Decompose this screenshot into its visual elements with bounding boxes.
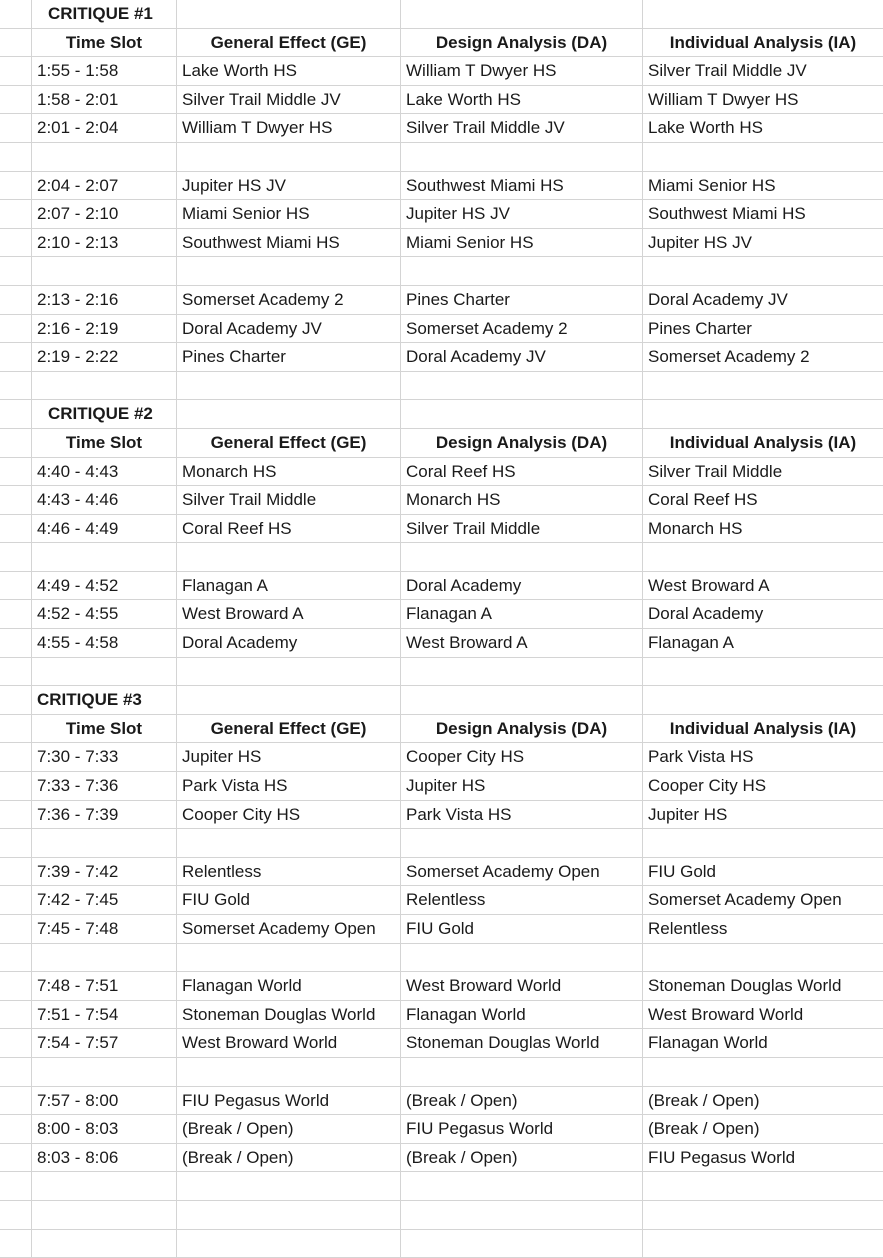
row-gutter — [0, 915, 32, 943]
time-slot-cell[interactable]: 2:16 - 2:19 — [32, 315, 177, 343]
row-gutter — [0, 200, 32, 228]
empty-cell[interactable] — [177, 543, 401, 571]
da-cell[interactable]: Flanagan A — [401, 600, 643, 628]
schedule-row — [0, 486, 883, 515]
row-gutter — [0, 286, 32, 314]
row-gutter — [0, 114, 32, 142]
ia-cell[interactable]: Pines Charter — [648, 318, 752, 338]
da-cell[interactable]: (Break / Open) — [401, 1144, 643, 1172]
schedule-row — [0, 200, 883, 229]
ge-cell[interactable]: Relentless — [177, 858, 401, 886]
row-gutter — [0, 86, 32, 114]
empty-cell[interactable] — [32, 658, 177, 686]
empty-cell[interactable] — [401, 543, 643, 571]
da-cell[interactable]: William T Dwyer HS — [401, 57, 643, 85]
ge-cell[interactable]: Park Vista HS — [177, 772, 401, 800]
row-gutter — [0, 1029, 32, 1057]
row-gutter — [0, 1172, 32, 1200]
empty-cell[interactable] — [643, 1201, 883, 1229]
schedule-row — [0, 1001, 883, 1030]
empty-cell[interactable] — [177, 372, 401, 400]
schedule-row — [0, 172, 883, 201]
empty-cell[interactable] — [32, 829, 177, 857]
empty-cell[interactable] — [643, 944, 883, 972]
row-gutter — [0, 858, 32, 886]
schedule-row — [0, 886, 883, 915]
empty-cell[interactable] — [32, 944, 177, 972]
row-gutter — [0, 429, 32, 457]
empty-cell[interactable] — [32, 143, 177, 171]
ge-cell[interactable]: Coral Reef HS — [177, 515, 401, 543]
header-time-slot[interactable]: Time Slot — [32, 429, 177, 457]
empty-cell[interactable] — [32, 1058, 177, 1086]
da-cell[interactable]: Lake Worth HS — [401, 86, 643, 114]
empty-cell[interactable] — [32, 543, 177, 571]
row-gutter — [0, 515, 32, 543]
ge-cell[interactable]: Southwest Miami HS — [177, 229, 401, 257]
empty-cell[interactable] — [401, 0, 643, 28]
row-gutter — [0, 229, 32, 257]
row-gutter — [0, 944, 32, 972]
section-title[interactable]: CRITIQUE #2 — [32, 400, 177, 428]
row-gutter — [0, 686, 32, 714]
empty-cell[interactable] — [32, 372, 177, 400]
empty-cell[interactable] — [643, 658, 883, 686]
ge-cell[interactable]: Lake Worth HS — [177, 57, 401, 85]
empty-cell[interactable] — [401, 658, 643, 686]
ia-cell[interactable]: Jupiter HS JV — [648, 232, 752, 252]
blank-row — [0, 944, 883, 973]
empty-cell[interactable] — [177, 400, 401, 428]
schedule-row — [0, 515, 883, 544]
ge-cell[interactable]: Flanagan World — [177, 972, 401, 1000]
time-slot-cell[interactable]: 7:36 - 7:39 — [32, 801, 177, 829]
time-slot-cell[interactable]: 1:55 - 1:58 — [32, 57, 177, 85]
da-cell[interactable]: Jupiter HS JV — [401, 200, 643, 228]
da-cell[interactable]: FIU Gold — [401, 915, 643, 943]
row-gutter — [0, 1144, 32, 1172]
ia-cell[interactable]: Stoneman Douglas World — [648, 976, 842, 996]
ia-cell[interactable]: William T Dwyer HS — [648, 89, 799, 109]
time-slot-cell[interactable]: 4:55 - 4:58 — [32, 629, 177, 657]
column-header-row — [0, 715, 883, 744]
time-slot-cell[interactable]: 7:45 - 7:48 — [32, 915, 177, 943]
da-cell[interactable]: West Broward World — [401, 972, 643, 1000]
ia-cell[interactable]: Monarch HS — [648, 518, 743, 538]
empty-cell[interactable] — [32, 257, 177, 285]
ge-cell[interactable]: (Break / Open) — [177, 1144, 401, 1172]
row-gutter — [0, 658, 32, 686]
blank-row — [0, 1201, 883, 1230]
empty-cell[interactable] — [643, 1172, 883, 1200]
empty-cell[interactable] — [177, 658, 401, 686]
empty-cell[interactable] — [401, 1201, 643, 1229]
time-slot-cell[interactable]: 7:57 - 8:00 — [32, 1087, 177, 1115]
row-gutter — [0, 372, 32, 400]
time-slot-cell[interactable]: 4:52 - 4:55 — [32, 600, 177, 628]
header-design-analysis[interactable]: Design Analysis (DA) — [401, 429, 643, 457]
time-slot-cell[interactable]: 7:51 - 7:54 — [32, 1001, 177, 1029]
row-gutter — [0, 715, 32, 743]
ia-cell[interactable]: Somerset Academy 2 — [648, 347, 810, 367]
empty-cell[interactable] — [643, 686, 883, 714]
ge-cell[interactable]: Miami Senior HS — [177, 200, 401, 228]
empty-cell[interactable] — [177, 143, 401, 171]
schedule-row — [0, 972, 883, 1001]
row-gutter — [0, 57, 32, 85]
ge-cell[interactable]: (Break / Open) — [177, 1115, 401, 1143]
ge-cell[interactable]: Somerset Academy 2 — [177, 286, 401, 314]
header-design-analysis[interactable]: Design Analysis (DA) — [401, 715, 643, 743]
ge-cell[interactable]: Somerset Academy Open — [177, 915, 401, 943]
empty-cell[interactable] — [177, 257, 401, 285]
header-general-effect[interactable]: General Effect (GE) — [177, 715, 401, 743]
time-slot-cell[interactable]: 7:48 - 7:51 — [32, 972, 177, 1000]
empty-cell[interactable] — [177, 1201, 401, 1229]
empty-cell[interactable] — [177, 944, 401, 972]
row-gutter — [0, 0, 32, 28]
time-slot-cell[interactable]: 2:01 - 2:04 — [32, 114, 177, 142]
column-header-row — [0, 429, 883, 458]
schedule-row — [0, 86, 883, 115]
empty-cell[interactable] — [643, 143, 883, 171]
empty-cell[interactable] — [401, 829, 643, 857]
ge-cell[interactable]: Monarch HS — [177, 458, 401, 486]
ia-cell[interactable]: Park Vista HS — [648, 747, 754, 767]
header-general-effect[interactable]: General Effect (GE) — [177, 429, 401, 457]
empty-cell[interactable] — [401, 257, 643, 285]
empty-cell[interactable] — [643, 400, 883, 428]
ge-cell[interactable]: Silver Trail Middle — [177, 486, 401, 514]
ia-cell[interactable]: West Broward A — [648, 575, 770, 595]
da-cell[interactable]: Monarch HS — [401, 486, 643, 514]
row-gutter — [0, 1001, 32, 1029]
ge-cell[interactable]: Silver Trail Middle JV — [177, 86, 401, 114]
time-slot-cell[interactable]: 8:00 - 8:03 — [32, 1115, 177, 1143]
ge-cell[interactable]: FIU Gold — [177, 886, 401, 914]
row-gutter — [0, 257, 32, 285]
ia-cell[interactable]: Silver Trail Middle JV — [648, 61, 807, 81]
ia-cell[interactable]: Flanagan A — [648, 633, 735, 653]
ia-cell[interactable]: Cooper City HS — [648, 776, 767, 796]
da-cell[interactable]: FIU Pegasus World — [401, 1115, 643, 1143]
blank-row — [0, 658, 883, 687]
time-slot-cell[interactable]: 8:03 - 8:06 — [32, 1144, 177, 1172]
header-individual-analysis[interactable]: Individual Analysis (IA) — [669, 32, 857, 52]
ge-cell[interactable]: Cooper City HS — [177, 801, 401, 829]
schedule-row — [0, 1087, 883, 1116]
schedule-row — [0, 343, 883, 372]
da-cell[interactable]: Miami Senior HS — [401, 229, 643, 257]
empty-cell[interactable] — [177, 829, 401, 857]
ge-cell[interactable]: West Broward A — [177, 600, 401, 628]
schedule-row — [0, 1029, 883, 1058]
row-gutter — [0, 886, 32, 914]
header-individual-analysis[interactable]: Individual Analysis (IA) — [669, 718, 857, 738]
blank-row — [0, 1058, 883, 1087]
header-design-analysis[interactable]: Design Analysis (DA) — [401, 29, 643, 57]
ge-cell[interactable]: Pines Charter — [177, 343, 401, 371]
row-gutter — [0, 172, 32, 200]
ia-cell[interactable]: Miami Senior HS — [648, 175, 776, 195]
schedule-row — [0, 286, 883, 315]
header-general-effect[interactable]: General Effect (GE) — [177, 29, 401, 57]
time-slot-cell[interactable]: 7:54 - 7:57 — [32, 1029, 177, 1057]
da-cell[interactable]: Coral Reef HS — [401, 458, 643, 486]
schedule-row — [0, 315, 883, 344]
ge-cell[interactable]: William T Dwyer HS — [177, 114, 401, 142]
schedule-row — [0, 915, 883, 944]
header-time-slot[interactable]: Time Slot — [32, 715, 177, 743]
row-gutter — [0, 1115, 32, 1143]
time-slot-cell[interactable]: 2:04 - 2:07 — [32, 172, 177, 200]
ia-cell[interactable]: Coral Reef HS — [648, 490, 758, 510]
empty-cell[interactable] — [177, 1172, 401, 1200]
row-gutter — [0, 1201, 32, 1229]
row-gutter — [0, 572, 32, 600]
da-cell[interactable]: Park Vista HS — [401, 801, 643, 829]
time-slot-cell[interactable]: 2:19 - 2:22 — [32, 343, 177, 371]
da-cell[interactable]: Stoneman Douglas World — [401, 1029, 643, 1057]
row-gutter — [0, 143, 32, 171]
row-gutter — [0, 600, 32, 628]
header-individual-analysis[interactable]: Individual Analysis (IA) — [669, 432, 857, 452]
ia-cell[interactable]: (Break / Open) — [648, 1119, 760, 1139]
ge-cell[interactable]: Stoneman Douglas World — [177, 1001, 401, 1029]
ia-cell[interactable]: Doral Academy JV — [648, 289, 788, 309]
ia-cell[interactable]: Jupiter HS — [648, 804, 728, 824]
ia-cell[interactable]: Silver Trail Middle — [648, 461, 783, 481]
blank-row — [0, 1172, 883, 1201]
ia-cell[interactable]: FIU Gold — [648, 861, 717, 881]
empty-cell[interactable] — [401, 143, 643, 171]
empty-cell[interactable] — [401, 400, 643, 428]
da-cell[interactable]: Jupiter HS — [401, 772, 643, 800]
da-cell[interactable]: Pines Charter — [401, 286, 643, 314]
blank-row — [0, 143, 883, 172]
time-slot-cell[interactable]: 7:30 - 7:33 — [32, 743, 177, 771]
section-title[interactable]: CRITIQUE #1 — [32, 0, 177, 28]
da-cell[interactable]: Somerset Academy 2 — [401, 315, 643, 343]
blank-row — [0, 1230, 883, 1258]
empty-cell[interactable] — [401, 944, 643, 972]
time-slot-cell[interactable]: 7:39 - 7:42 — [32, 858, 177, 886]
ia-cell[interactable]: Relentless — [648, 919, 728, 938]
empty-cell[interactable] — [32, 1172, 177, 1200]
ge-cell[interactable]: Flanagan A — [177, 572, 401, 600]
time-slot-cell[interactable]: 4:49 - 4:52 — [32, 572, 177, 600]
ge-cell[interactable]: Jupiter HS — [177, 743, 401, 771]
da-cell[interactable]: Flanagan World — [401, 1001, 643, 1029]
blank-row — [0, 372, 883, 401]
ge-cell[interactable]: Doral Academy — [177, 629, 401, 657]
schedule-row — [0, 600, 883, 629]
schedule-row — [0, 572, 883, 601]
time-slot-cell[interactable]: 1:58 - 2:01 — [32, 86, 177, 114]
empty-cell[interactable] — [401, 686, 643, 714]
time-slot-cell[interactable]: 2:07 - 2:10 — [32, 200, 177, 228]
empty-cell[interactable] — [401, 1058, 643, 1086]
da-cell[interactable]: West Broward A — [401, 629, 643, 657]
time-slot-cell[interactable]: 2:10 - 2:13 — [32, 229, 177, 257]
section-title-row — [0, 686, 883, 715]
empty-cell[interactable] — [643, 829, 883, 857]
row-gutter — [0, 772, 32, 800]
empty-cell[interactable] — [643, 1058, 883, 1086]
ia-cell[interactable]: FIU Pegasus World — [648, 1147, 796, 1167]
schedule-row — [0, 772, 883, 801]
blank-row — [0, 257, 883, 286]
row-gutter — [0, 315, 32, 343]
row-gutter — [0, 458, 32, 486]
da-cell[interactable]: Somerset Academy Open — [401, 858, 643, 886]
row-gutter — [0, 1058, 32, 1086]
ia-cell[interactable]: Somerset Academy Open — [648, 890, 842, 910]
header-time-slot[interactable]: Time Slot — [32, 29, 177, 57]
row-gutter — [0, 801, 32, 829]
empty-cell[interactable] — [643, 0, 883, 28]
row-gutter — [0, 486, 32, 514]
schedule-row — [0, 743, 883, 772]
ge-cell[interactable]: Jupiter HS JV — [177, 172, 401, 200]
empty-cell[interactable] — [177, 1058, 401, 1086]
time-slot-cell[interactable]: 4:40 - 4:43 — [32, 458, 177, 486]
schedule-row — [0, 1144, 883, 1173]
empty-cell[interactable] — [32, 1201, 177, 1229]
da-cell[interactable]: Relentless — [401, 886, 643, 914]
row-gutter — [0, 1087, 32, 1115]
row-gutter — [0, 743, 32, 771]
schedule-row — [0, 801, 883, 830]
da-cell[interactable]: Cooper City HS — [401, 743, 643, 771]
empty-cell[interactable] — [643, 257, 883, 285]
row-gutter — [0, 400, 32, 428]
ia-cell[interactable]: Lake Worth HS — [648, 118, 763, 138]
da-cell[interactable]: Southwest Miami HS — [401, 172, 643, 200]
ia-cell[interactable]: Southwest Miami HS — [648, 204, 806, 224]
da-cell[interactable]: Doral Academy JV — [401, 343, 643, 371]
time-slot-cell[interactable]: 7:42 - 7:45 — [32, 886, 177, 914]
row-gutter — [0, 829, 32, 857]
ia-cell[interactable]: Doral Academy — [648, 604, 764, 624]
ge-cell[interactable]: FIU Pegasus World — [177, 1087, 401, 1115]
schedule-row — [0, 629, 883, 658]
section-title-row — [0, 0, 883, 29]
column-header-row — [0, 29, 883, 58]
time-slot-cell[interactable]: 7:33 - 7:36 — [32, 772, 177, 800]
blank-row — [0, 543, 883, 572]
time-slot-cell[interactable]: 4:43 - 4:46 — [32, 486, 177, 514]
schedule-row — [0, 57, 883, 86]
row-gutter — [0, 29, 32, 57]
ia-cell[interactable]: Flanagan World — [648, 1033, 768, 1053]
empty-cell[interactable] — [401, 1172, 643, 1200]
schedule-row — [0, 858, 883, 887]
ge-cell[interactable]: West Broward World — [177, 1029, 401, 1057]
da-cell[interactable]: Silver Trail Middle — [401, 515, 643, 543]
empty-cell[interactable] — [177, 0, 401, 28]
schedule-row — [0, 1115, 883, 1144]
da-cell[interactable]: Doral Academy — [401, 572, 643, 600]
empty-cell[interactable] — [401, 372, 643, 400]
ia-cell[interactable]: West Broward World — [648, 1004, 804, 1024]
row-gutter — [0, 629, 32, 657]
da-cell[interactable]: Silver Trail Middle JV — [401, 114, 643, 142]
empty-cell[interactable] — [643, 372, 883, 400]
ia-cell[interactable]: (Break / Open) — [648, 1090, 760, 1110]
schedule-row — [0, 229, 883, 258]
time-slot-cell[interactable]: 4:46 - 4:49 — [32, 515, 177, 543]
schedule-row — [0, 458, 883, 487]
da-cell[interactable]: (Break / Open) — [401, 1087, 643, 1115]
row-gutter — [0, 543, 32, 571]
empty-cell[interactable] — [643, 543, 883, 571]
blank-row — [0, 829, 883, 858]
schedule-row — [0, 114, 883, 143]
section-title[interactable]: CRITIQUE #3 — [32, 686, 177, 714]
time-slot-cell[interactable]: 2:13 - 2:16 — [32, 286, 177, 314]
row-gutter — [0, 343, 32, 371]
ge-cell[interactable]: Doral Academy JV — [177, 315, 401, 343]
section-title-row — [0, 400, 883, 429]
row-gutter — [0, 972, 32, 1000]
empty-cell[interactable] — [177, 686, 401, 714]
